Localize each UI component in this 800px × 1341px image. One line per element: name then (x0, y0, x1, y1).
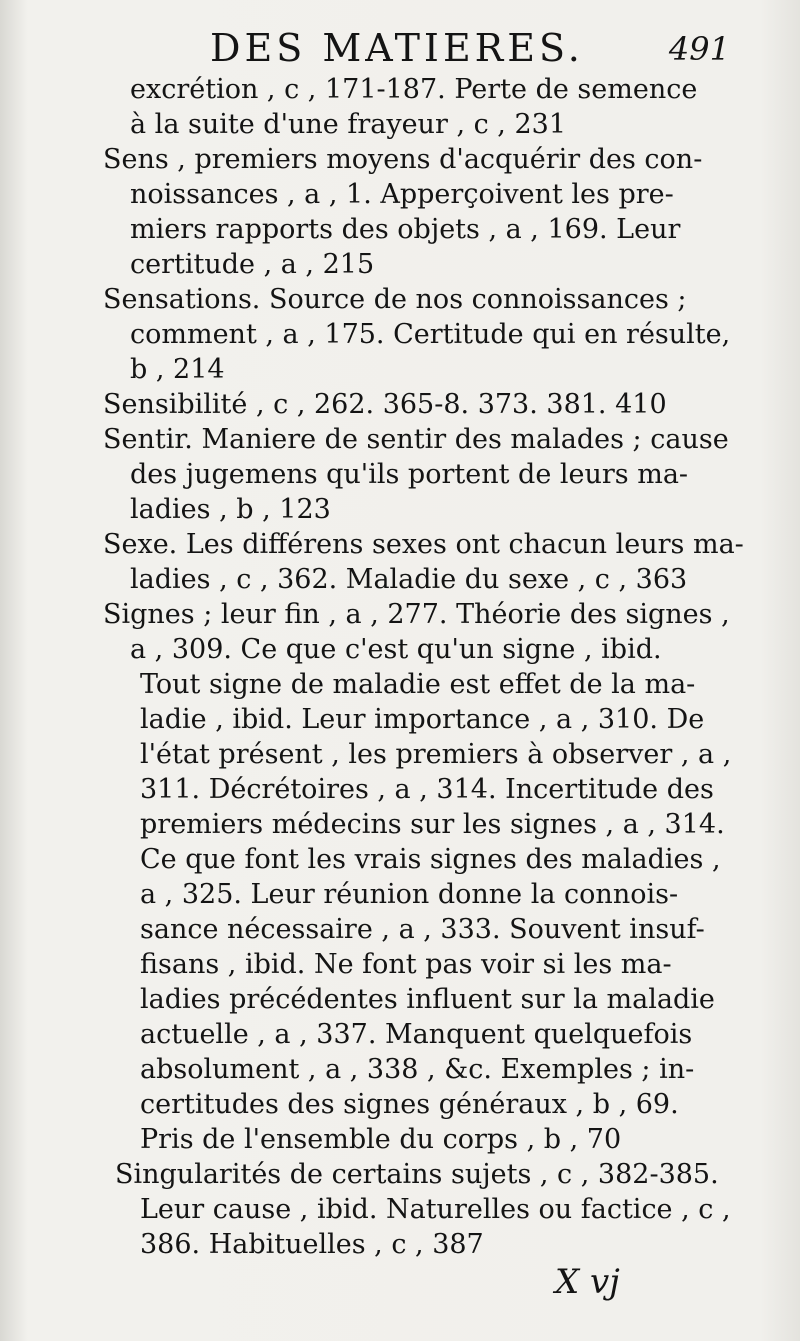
index-line: ladie , ibid. Leur importance , a , 310. De (140, 704, 705, 735)
index-line: Sexe. Les différens sexes ont chacun leurs ma- (103, 529, 744, 560)
index-line: certitude , a , 215 (130, 249, 375, 280)
signature-mark: X vj (555, 1262, 620, 1302)
index-line: Tout signe de maladie est effet de la ma- (140, 669, 696, 700)
index-line: Ce que font les vrais signes des maladies , (140, 844, 721, 875)
index-line: Sensibilité , c , 262. 365-8. 373. 381. 410 (103, 389, 667, 420)
index-line: Sens , premiers moyens d'acquérir des con- (103, 144, 703, 175)
index-line: ladies , b , 123 (130, 494, 331, 525)
index-line: absolument , a , 338 , &c. Exemples ; in- (140, 1054, 695, 1085)
index-line: ladies , c , 362. Maladie du sexe , c , 363 (130, 564, 688, 595)
index-line: excrétion , c , 171-187. Perte de semence (130, 74, 698, 105)
index-line: Sentir. Maniere de sentir des malades ; cause (103, 424, 729, 455)
index-line: noissances , a , 1. Apperçoivent les pre- (130, 179, 674, 210)
index-line: fisans , ibid. Ne font pas voir si les ma- (140, 949, 672, 980)
index-line: l'état présent , les premiers à observer , a , (140, 739, 732, 770)
index-line: Sensations. Source de nos connoissances ; (103, 284, 687, 315)
index-line: Singularités de certains sujets , c , 382-385. (115, 1159, 719, 1190)
page-number: 491 (668, 30, 730, 68)
index-line: b , 214 (130, 354, 225, 385)
index-line: ladies précédentes influent sur la maladie (140, 984, 715, 1015)
index-line: a , 309. Ce que c'est qu'un signe , ibid. (130, 634, 662, 665)
index-line: a , 325. Leur réunion donne la connois- (140, 879, 679, 910)
index-line: premiers médecins sur les signes , a , 314. (140, 809, 725, 840)
index-line: comment , a , 175. Certitude qui en résulte, (130, 319, 731, 350)
index-line: Signes ; leur fin , a , 277. Théorie des signes , (103, 599, 730, 630)
header-title: DES MATIERES. (210, 26, 584, 70)
index-line: sance nécessaire , a , 333. Souvent insuf- (140, 914, 705, 945)
index-line: actuelle , a , 337. Manquent quelquefois (140, 1019, 693, 1050)
index-line: Leur cause , ibid. Naturelles ou factice , c , (140, 1194, 731, 1225)
index-line: Pris de l'ensemble du corps , b , 70 (140, 1124, 622, 1155)
index-line: 311. Décrétoires , a , 314. Incertitude des (140, 774, 714, 805)
index-line: miers rapports des objets , a , 169. Leur (130, 214, 681, 245)
index-line: des jugemens qu'ils portent de leurs ma- (130, 459, 689, 490)
index-line: certitudes des signes généraux , b , 69. (140, 1089, 679, 1120)
index-line: 386. Habituelles , c , 387 (140, 1229, 484, 1260)
index-line: à la suite d'une frayeur , c , 231 (130, 109, 567, 140)
